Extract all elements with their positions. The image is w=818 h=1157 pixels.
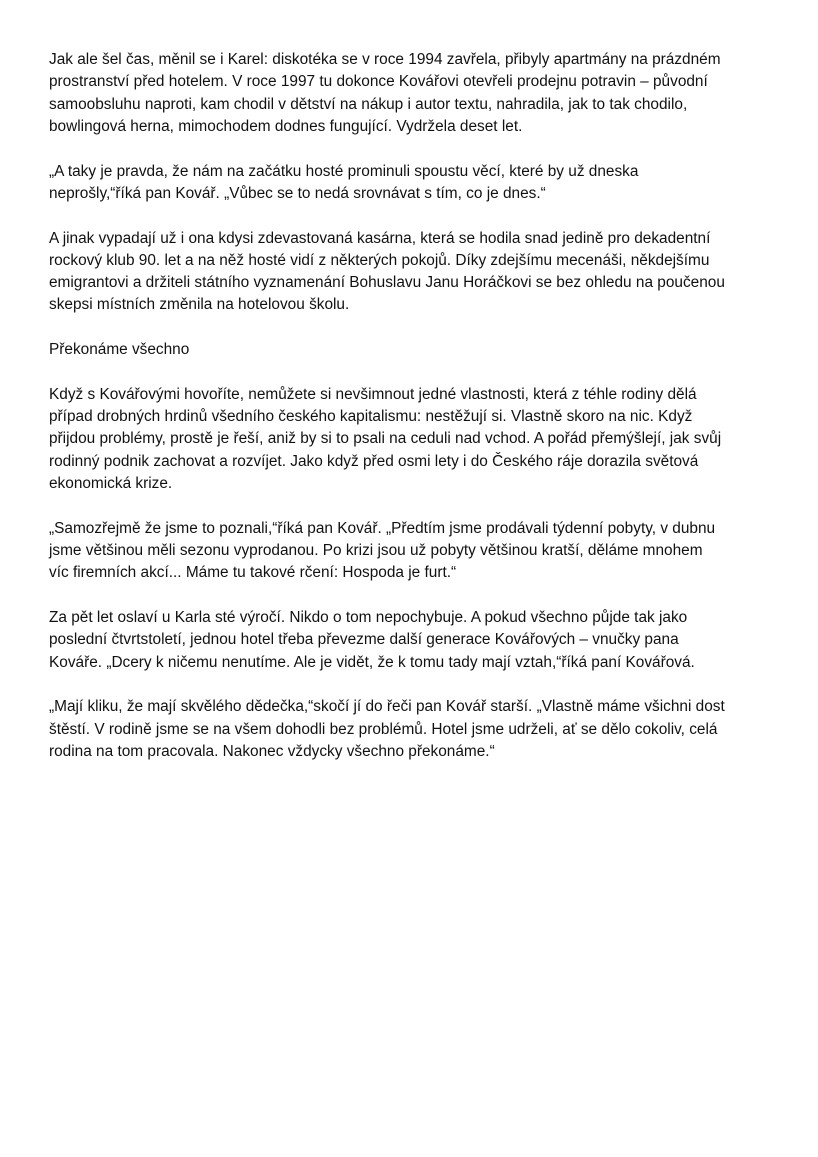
text-line: rodina na tom pracovala. Nakonec vždycky všechno překonáme.“ — [49, 742, 495, 760]
text-line: poslední čtvrtstoletí, jednou hotel třeba převezme další generace Kovářových – vnučky pana — [49, 631, 679, 649]
text-line: „A taky je pravda, že nám na začátku hosté prominuli spoustu věcí, které by už dneska — [49, 162, 639, 180]
text-line: Kováře. „Dcery k ničemu nenutíme. Ale je vidět, že k tomu tady mají vztah,“říká paní Kovářová. — [49, 653, 695, 671]
text-line: A jinak vypadají už i ona kdysi zdevastovaná kasárna, která se hodila snad jedině pro dekadentní — [49, 229, 711, 247]
paragraph-6-quote — [49, 518, 774, 585]
text-line: samoobsluhu naproti, kam chodil v dětství na nákup i autor textu, nahradila, jak to tak chodilo, — [49, 95, 688, 113]
text-line: rockový klub 90. let a na něž hosté vidí z některých pokojů. Díky zdejšímu mecenáši, někdejšímu — [49, 251, 710, 269]
text-line: ekonomická krize. — [49, 475, 173, 493]
heading-text: Překonáme všechno — [49, 341, 190, 359]
section-heading — [49, 339, 774, 361]
text-line: Jak ale šel čas, měnil se i Karel: diskotéka se v roce 1994 zavřela, přibyly apartmány na prázdném — [49, 51, 721, 68]
paragraph-7 — [49, 607, 774, 674]
text-line: rodinný podnik zachovat a rozvíjet. Jako když před osmi lety i do Českého ráje dorazila světová — [49, 452, 699, 470]
text-line: skepsi místních změnila na hotelovou školu. — [49, 296, 350, 314]
text-line: „Mají kliku, že mají skvělého dědečka,“skočí jí do řeči pan Kovář starší. „Vlastně máme všichni dost — [49, 698, 725, 716]
paragraph-1 — [49, 49, 774, 138]
text-line: jsme většinou měli sezonu vyprodanou. Po krizi jsou už pobyty většinou kratší, děláme mnohem — [49, 542, 703, 559]
text-line: „Samozřejmě že jsme to poznali,“říká pan Kovář. „Předtím jsme prodávali týdenní pobyty, v dubnu — [49, 519, 716, 537]
text-line: víc firemních akcí... Máme tu takové rčení: Hospoda je furt.“ — [49, 564, 457, 582]
text-line: prostranství před hotelem. V roce 1997 tu dokonce Kovářovi otevřeli prodejnu potravin – původní — [49, 73, 708, 91]
text-line: emigrantovi a držiteli státního vyznamenání Bohuslavu Janu Horáčkovi se bez ohledu na poučenou — [49, 274, 725, 292]
paragraph-5 — [49, 384, 774, 495]
text-line: Když s Kovářovými hovoříte, nemůžete si nevšimnout jedné vlastnosti, která z téhle rodiny dělá — [49, 385, 697, 403]
paragraph-8-quote — [49, 696, 774, 763]
paragraph-3 — [49, 228, 774, 317]
paragraph-2-quote — [49, 161, 774, 206]
text-line: neprošly,“říká pan Kovář. „Vůbec se to nedá srovnávat s tím, co je dnes.“ — [49, 184, 546, 202]
text-line: případ drobných hrdinů všedního českého kapitalismu: nestěžují si. Vlastně skoro na nic. Když — [49, 408, 693, 426]
text-line: štěstí. V rodině jsme se na všem dohodli bez problémů. Hotel jsme udrželi, ať se dělo cokoliv, celá — [49, 720, 718, 738]
text-line: Za pět let oslaví u Karla sté výročí. Nikdo o tom nepochybuje. A pokud všechno půjde tak jako — [49, 608, 688, 626]
text-line: přijdou problémy, prostě je řeší, aniž by si to psali na ceduli nad vchod. A pořád přemýšlejí, jak svůj — [49, 430, 722, 448]
document-page — [49, 49, 774, 786]
text-line: bowlingová herna, mimochodem dodnes fungující. Vydržela deset let. — [49, 117, 523, 135]
